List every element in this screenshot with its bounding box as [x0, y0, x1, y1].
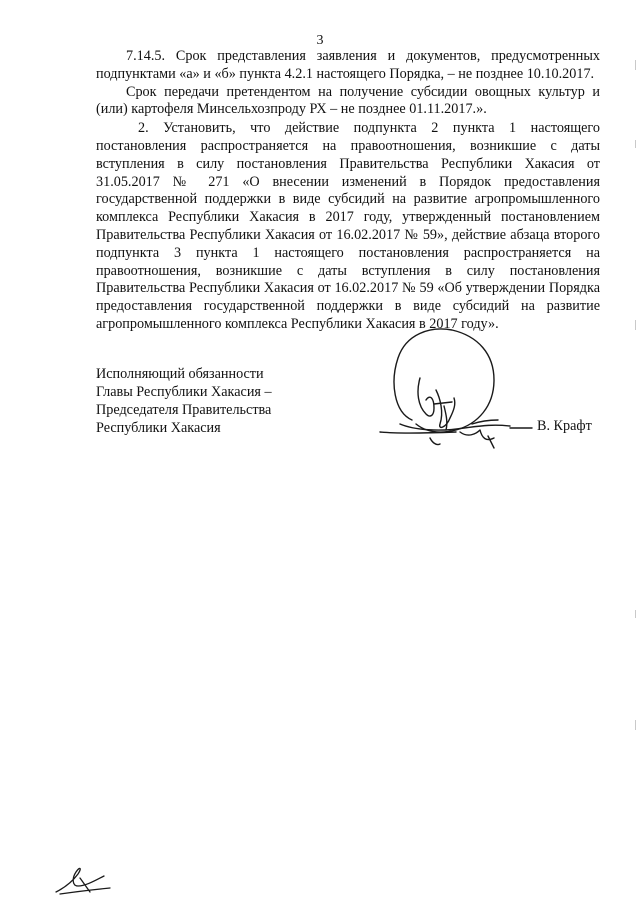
signatory-title-line-4: Республики Хакасия: [96, 420, 221, 436]
paragraph-deadline: Срок передачи претендентом на получение субсидии овощных культур и (или) картофеля Минсельхозпроду РХ – не позднее 01.11.2017.».: [96, 83, 600, 118]
signatory-title-line-1: Исполняющий обязанности: [96, 366, 264, 382]
signer-name: В. Крафт: [537, 418, 592, 434]
page-number: 3: [316, 33, 324, 48]
handwritten-initials: [50, 858, 120, 898]
paragraph-clause-2: 2. Установить, что действие подпункта 2 пункта 1 настоящего постановления распространяется на правоотношения, возникшие с даты вступления в силу постановления Правительства Республики Хакасия от 31.05.2017 № 271 «О внесении изменений в Порядок предоставления государственной поддержки в виде субсидий на развитие агропромышленного комплекса Республики Хакасия в 2017 году, утвержденный постановлением Правительства Республики Хакасия от 16.02.2017 № 59», действие абзаца второго подпункта 3 пункта 1 настоящего постановления распространяется на правоотношения, возникшие с даты вступления в силу постановления Правительства Республики Хакасия от 16.02.2017 № 59 «Об утверждении Порядка предоставления государственной поддержки в виде субсидий на развитие агропромышленного комплекса Республики Хакасия в 2017 году».: [96, 120, 600, 332]
handwritten-signature: [360, 320, 540, 455]
signatory-title-line-3: Председателя Правительства: [96, 402, 272, 418]
signatory-block: [96, 365, 272, 437]
signatory-title-line-2: Главы Республики Хакасия –: [96, 384, 272, 400]
document-body: [96, 48, 600, 334]
scan-edge-marks: [632, 0, 640, 905]
paragraph-7-14-5: 7.14.5. Срок представления заявления и документов, предусмотренных подпунктами «а» и «б» пункта 4.2.1 настоящего Порядка, – не позднее 10.10.2017.: [96, 48, 600, 82]
